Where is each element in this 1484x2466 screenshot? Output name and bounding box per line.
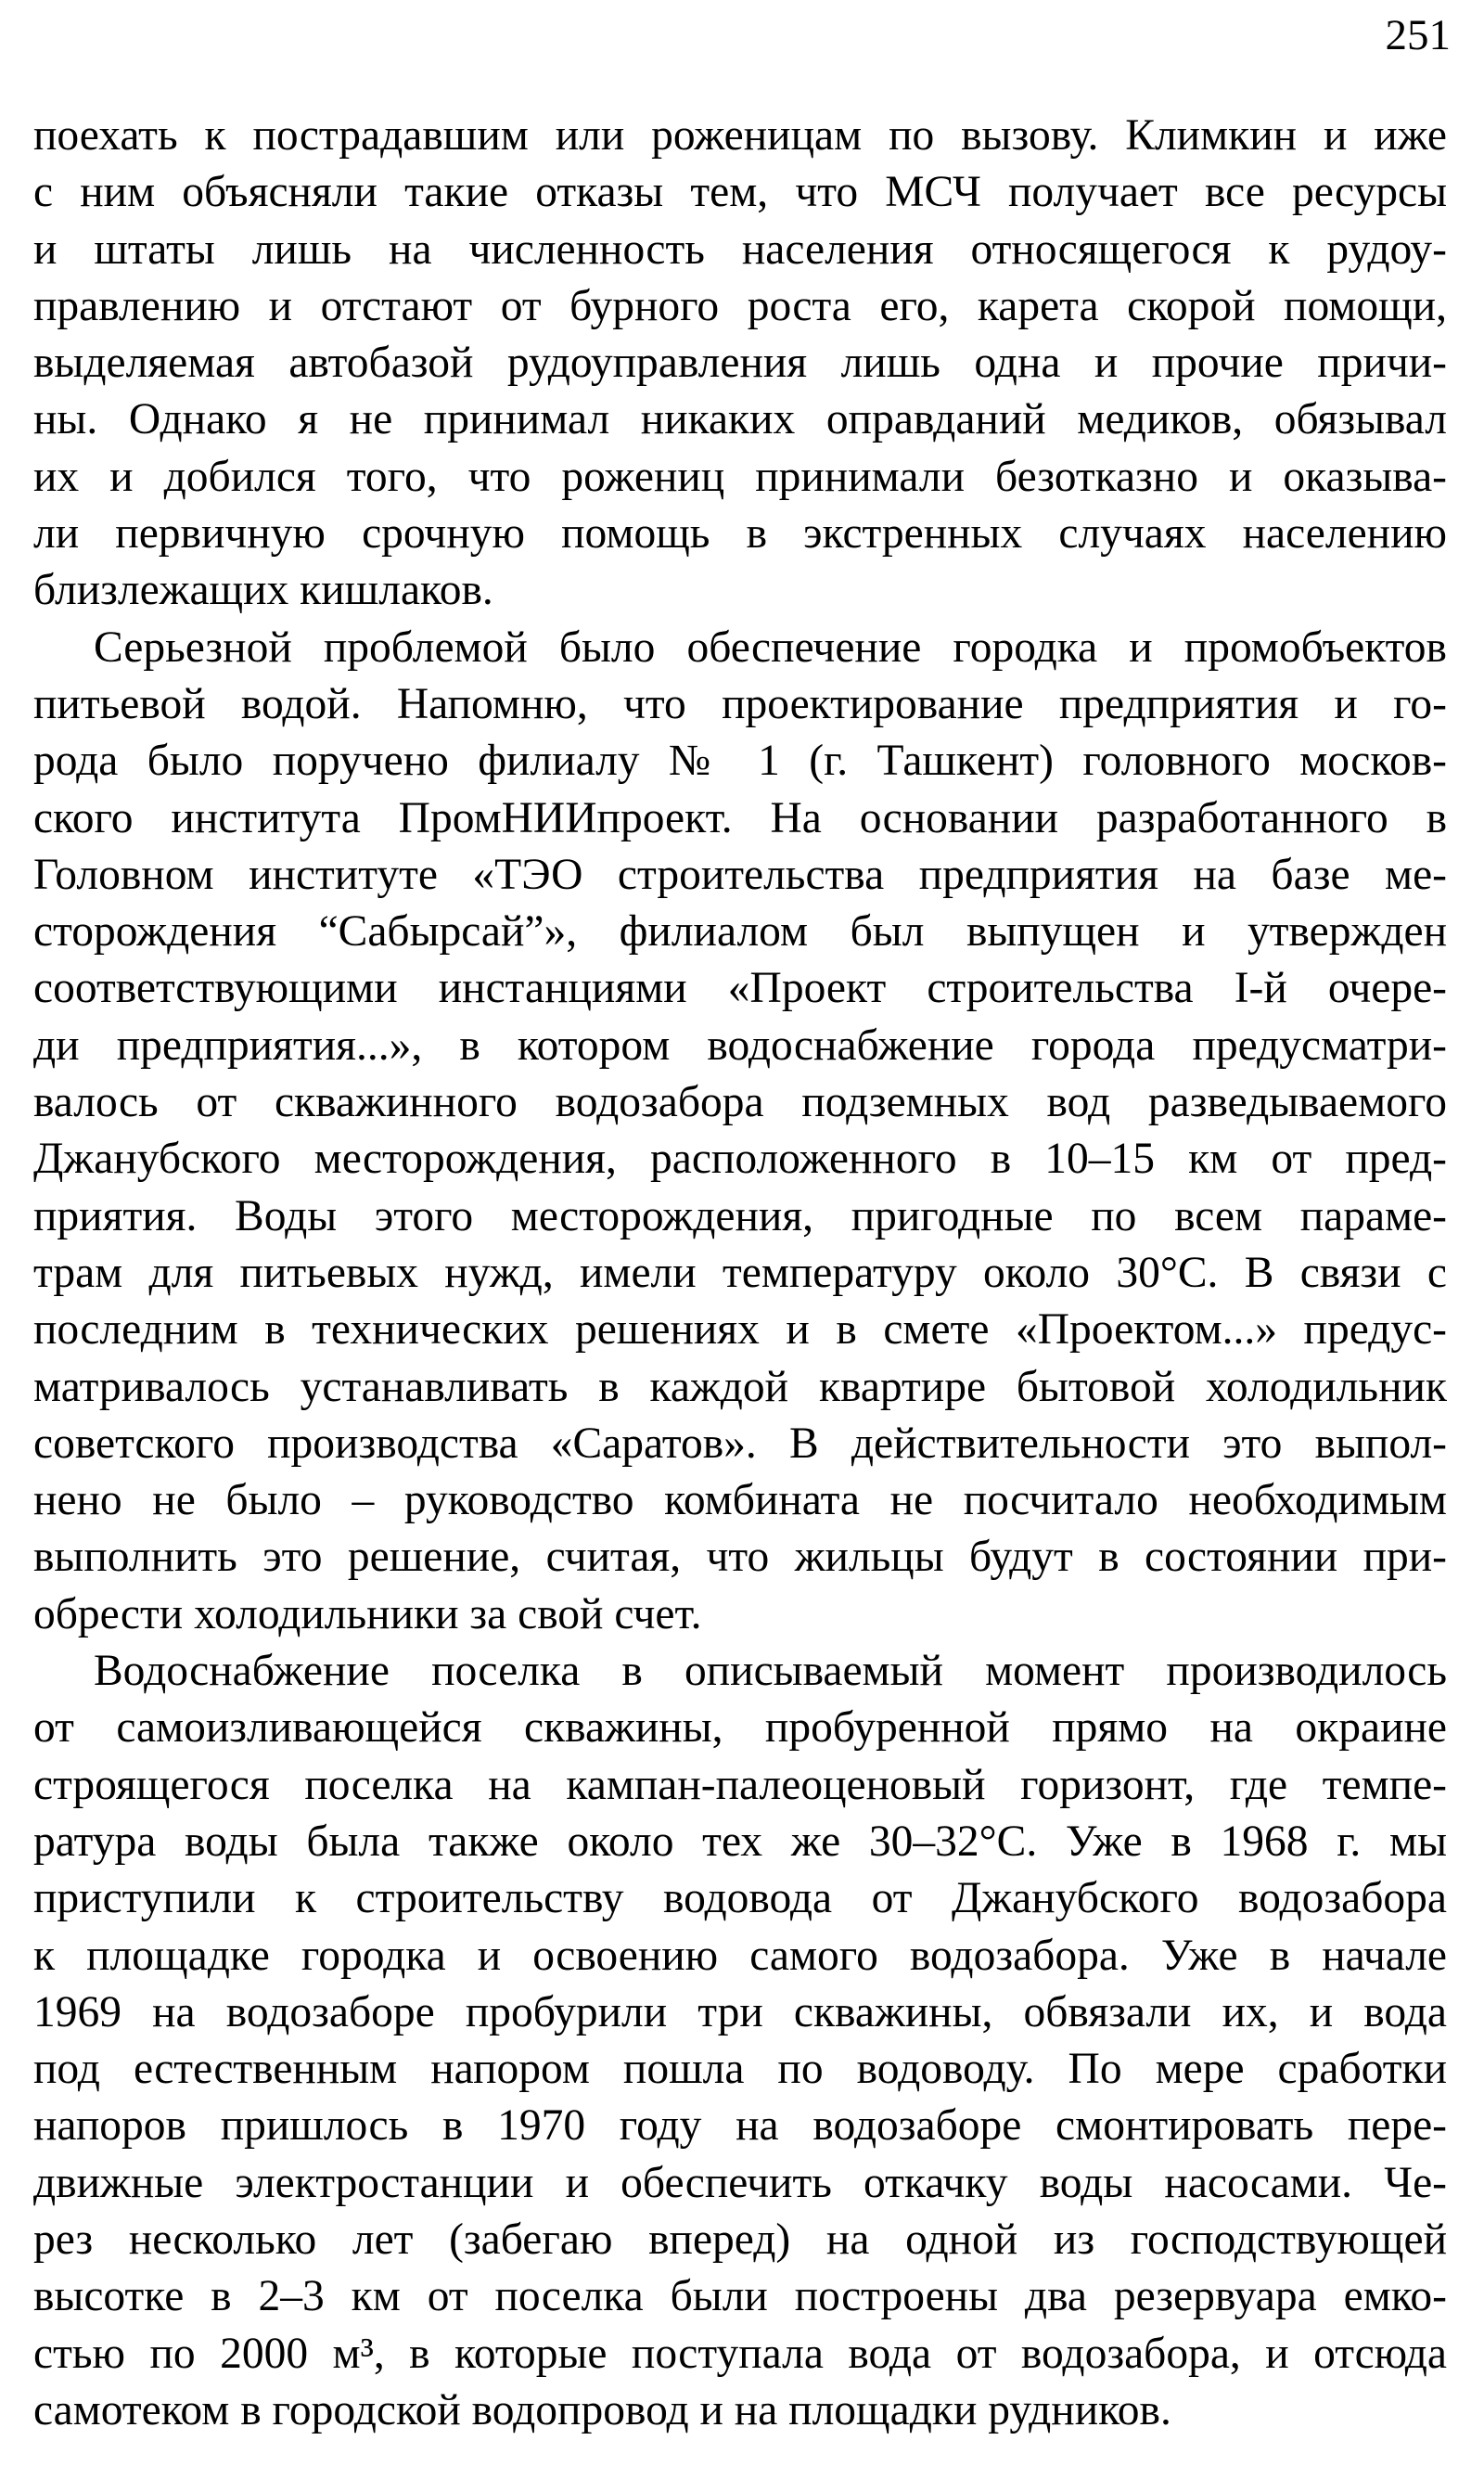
text-line: с ним объясняли такие отказы тем, что МСЧ получает все ресурсы [33,168,1447,217]
text-line: от самоизливающейся скважины, пробуренной прямо на окраине [33,1703,1447,1753]
text-line: матривалось устанавливать в каждой квартире бытовой холодильник [33,1362,1447,1411]
text-line: трам для питьевых нужд, имели температуру около 30°С. В связи с [33,1248,1447,1297]
text-line: строящегося поселка на кампан-палеоценовый горизонт, где темпе- [33,1760,1447,1809]
text-line: напоров пришлось в 1970 году на водозаборе смонтировать пере- [33,2101,1447,2151]
text-line: рода было поручено филиалу № 1 (г. Ташкент) головного москов- [33,737,1447,786]
text-line: обрести холодильники за свой счет. [33,1589,702,1638]
text-line: стью по 2000 м³, в которые поступала вода от водозабора, и отсюда [33,2329,1447,2378]
text-line: Джанубского месторождения, расположенного в 10–15 км от пред- [33,1135,1447,1184]
text-line: приступили к строительству водовода от Джанубского водозабора [33,1874,1447,1923]
text-line: поехать к пострадавшим или роженицам по вызову. Климкин и иже [33,111,1447,160]
text-line: 1969 на водозаборе пробурили три скважины, обвязали их, и вода [33,1987,1447,2036]
text-line: под естественным напором пошла по водоводу. По мере сработки [33,2045,1447,2094]
text-line: высотке в 2–3 км от поселка были построены два резервуара емко- [33,2272,1447,2321]
text-line: их и добился того, что рожениц принимали безотказно и оказыва- [33,452,1447,501]
text-line: правлению и отстают от бурного роста его, карета скорой помощи, [33,281,1447,330]
text-line: выделяемая автобазой рудоуправления лишь одна и прочие причи- [33,339,1447,388]
text-line: последним в технических решениях и в смете «Проектом...» предус- [33,1305,1447,1355]
text-line: самотеком в городской водопровод и на площадки рудников. [33,2385,1171,2434]
text-line: движные электростанции и обеспечить откачку воды насосами. Че- [33,2158,1447,2207]
body-text [33,108,1447,2439]
text-line: выполнить это решение, считая, что жильцы будут в состоянии при- [33,1533,1447,1582]
text-line: приятия. Воды этого месторождения, пригодные по всем параме- [33,1191,1447,1240]
page-number: 251 [1385,11,1451,59]
text-line: сторождения “Сабырсай”», филиалом был выпущен и утвержден [33,907,1447,957]
text-line: Головном институте «ТЭО строительства предприятия на базе ме- [33,850,1447,899]
text-line: нено не было – руководство комбината не посчитало необходимым [33,1476,1447,1525]
text-line: ратура воды была также около тех же 30–32°С. Уже в 1968 г. мы [33,1817,1447,1866]
text-line: близлежащих кишлаков. [33,566,493,615]
text-line: и штаты лишь на численность населения относящегося к рудоу- [33,225,1447,274]
text-line: соответствующими инстанциями «Проект строительства I-й очере- [33,964,1447,1013]
paragraph-3 [33,1643,1447,2439]
text-line: рез несколько лет (забегаю вперед) на одной из господствующей [33,2215,1447,2264]
text-line: питьевой водой. Напомню, что проектирование предприятия и го- [33,679,1447,728]
text-line: советского производства «Саратов». В действительности это выпол- [33,1419,1447,1468]
text-line: ли первичную срочную помощь в экстренных случаях населению [33,509,1447,559]
paragraph-2 [33,620,1447,1643]
text-line: ского института ПромНИИпроект. На основании разработанного в [33,793,1447,842]
text-line: Водоснабжение поселка в описываемый момент производилось [94,1647,1447,1696]
text-line: ны. Однако я не принимал никаких оправданий медиков, обязывал [33,395,1447,444]
text-line: валось от скважинного водозабора подземных вод разведываемого [33,1078,1447,1127]
paragraph-1 [33,108,1447,620]
text-line: ди предприятия...», в котором водоснабжение города предусматри- [33,1021,1447,1070]
text-line: Серьезной проблемой было обеспечение городка и промобъектов [94,623,1447,672]
text-line: к площадке городка и освоению самого водозабора. Уже в начале [33,1931,1447,1980]
